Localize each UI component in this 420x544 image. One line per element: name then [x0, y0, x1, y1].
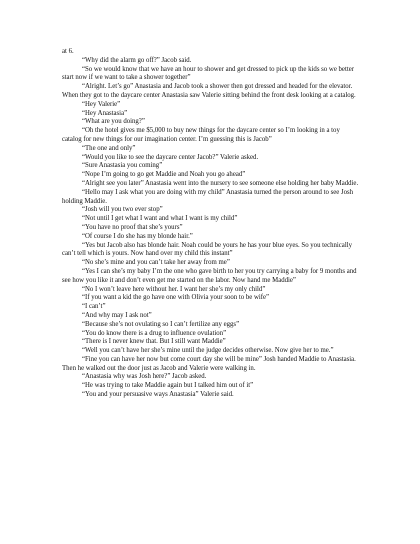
paragraph: “Not until I get what I want and what I want is my child” [82, 215, 238, 223]
paragraph: “Because she’s not ovulating so I can’t fertilize any eggs” [82, 320, 240, 328]
paragraph: “If you want a kid the go have one with Olivia your soon to be wife” [82, 294, 270, 302]
paragraph: “Oh the hotel gives me $5,000 to buy new things for the daycare center so I’m looking in a toy catalog for new things for our imagination center. I’m guessing this is Jacob” [62, 127, 340, 143]
paragraph: at 6. [62, 48, 74, 55]
paragraph: “Hey Anastasia” [82, 109, 128, 117]
document-body [62, 48, 360, 400]
paragraph: “No she’s mine and you can’t take her away from me” [82, 259, 230, 267]
paragraph: “He was trying to take Maddie again but I talked him out of it” [82, 382, 254, 390]
paragraph: “Fine you can have her now but come court day she will be mine” Josh handed Maddie to Anastasia. Then he walked out the door just as Jacob and Valerie were walking in. [62, 355, 356, 372]
paragraph: “Well you can’t have her she’s mine until the judge decides otherwise. Now give her to me.” [82, 347, 334, 355]
paragraph: “What are you doing?” [82, 118, 145, 126]
paragraph: “Nope I’m going to go get Maddie and Noah you go ahead” [82, 171, 246, 179]
paragraph: “Alright see you later” Anastasia went into the nursery to see someone else holding her baby Maddie. [82, 179, 359, 187]
paragraph: “No I won’t leave here without her. I want her she’s my only child” [82, 285, 266, 293]
paragraph: “Hey Valerie” [82, 100, 121, 108]
paragraph: “Yes I can she’s my baby I’m the one who gave birth to her you try carrying a baby for 9 months and see how you like it and don’t even get me started on the labor. Now hand me Maddie” [62, 267, 357, 284]
paragraph: “Why did the alarm go off?” Jacob said. [82, 56, 192, 64]
paragraph: “Hello may I ask what you are doing with my child” Anastasia turned the person around to see Josh holding Maddie. [62, 188, 354, 205]
paragraph: “And why may I ask not” [82, 311, 152, 319]
paragraph: “There is I never knew that. But I still want Maddie” [82, 338, 226, 346]
paragraph: “Alright. Let’s go” Anastasia and Jacob took a shower then got dressed and headed for the elevator. When they got to the daycare center Anastasia saw Valerie sitting behind the front desk looking at a catalog. [62, 83, 356, 99]
paragraph: “So we would know that we have an hour to shower and get dressed to pick up the kids so we better start now if we want to take a shower together” [62, 65, 355, 82]
paragraph: “Sure Anastasia you coming” [82, 162, 163, 170]
paragraph: “You have no proof that she’s yours” [82, 223, 183, 231]
paragraph: “You and your persuasive ways Anastasia” Valerie said. [82, 391, 234, 399]
paragraph: “I can’t” [82, 303, 106, 311]
paragraph: “You do know there is a drug to influence ovulation” [82, 329, 227, 337]
paragraph: “Anastasia why was Josh here?” Jacob asked. [82, 373, 207, 381]
paragraph: “Of course I do she has my blonde hair.” [82, 232, 193, 240]
paragraph: “Would you like to see the daycare center Jacob?” Valerie asked. [82, 153, 259, 161]
paragraph: “Josh will you two ever stop” [82, 206, 163, 214]
paragraph: “Yes but Jacob also has blonde hair. Noah could be yours he has your blue eyes. So you technically can’t tell which is yours. Now hand over my child this instant” [62, 241, 352, 258]
paragraph: “The one and only” [82, 144, 136, 152]
